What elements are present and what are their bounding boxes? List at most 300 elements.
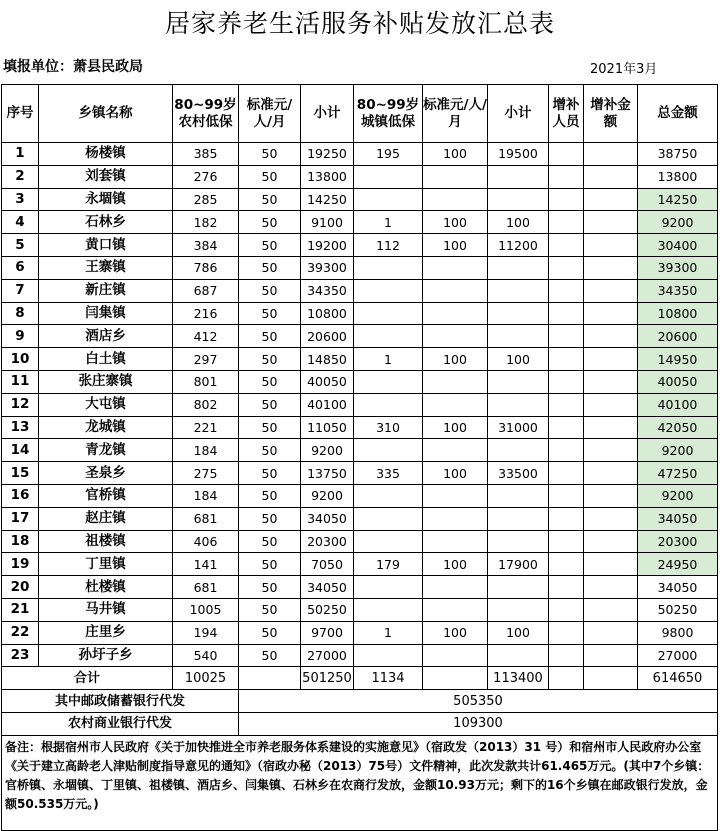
header-add-people: 增补人员 (549, 85, 584, 143)
totals-add-amount (584, 667, 638, 690)
cell-add-amount (584, 302, 638, 325)
cell-seq: 20 (2, 576, 39, 599)
cell-seq: 17 (2, 507, 39, 530)
cell-rural: 540 (173, 644, 239, 667)
cell-seq: 10 (2, 348, 39, 371)
cell-add-people (549, 188, 584, 211)
header-standard-1: 标准元/人/月 (239, 85, 301, 143)
cell-total: 50250 (638, 598, 718, 621)
cell-subtotal-1: 7050 (301, 553, 354, 576)
cell-total: 14250 (638, 188, 718, 211)
table-row (2, 348, 718, 371)
cell-urban: 112 (354, 234, 423, 257)
cell-standard-2 (423, 302, 488, 325)
cell-urban (354, 393, 423, 416)
table-row (2, 598, 718, 621)
totals-standard-1 (239, 667, 301, 690)
cell-subtotal-2 (488, 393, 549, 416)
cell-standard-2: 100 (423, 416, 488, 439)
cell-standard-2 (423, 439, 488, 462)
cell-urban (354, 256, 423, 279)
cell-urban: 335 (354, 462, 423, 485)
table-row (2, 256, 718, 279)
cell-subtotal-1: 9100 (301, 211, 354, 234)
cell-subtotal-2: 100 (488, 621, 549, 644)
cell-standard-2 (423, 188, 488, 211)
cell-subtotal-2 (488, 256, 549, 279)
bank-postal-amount: 505350 (239, 690, 718, 713)
cell-seq: 2 (2, 165, 39, 188)
cell-subtotal-1: 11050 (301, 416, 354, 439)
table-row (2, 644, 718, 667)
cell-seq: 18 (2, 530, 39, 553)
cell-seq: 9 (2, 325, 39, 348)
cell-town: 大屯镇 (39, 393, 173, 416)
cell-rural: 276 (173, 165, 239, 188)
cell-subtotal-1: 9700 (301, 621, 354, 644)
cell-town: 新庄镇 (39, 279, 173, 302)
cell-subtotal-2 (488, 576, 549, 599)
cell-add-people (549, 143, 584, 166)
cell-total: 27000 (638, 644, 718, 667)
cell-town: 龙城镇 (39, 416, 173, 439)
cell-subtotal-2: 31000 (488, 416, 549, 439)
cell-add-people (549, 302, 584, 325)
header-add-amount: 增补金额 (584, 85, 638, 143)
cell-total: 34050 (638, 507, 718, 530)
table-row (2, 439, 718, 462)
totals-add-people (549, 667, 584, 690)
cell-add-amount (584, 393, 638, 416)
cell-rural: 275 (173, 462, 239, 485)
cell-subtotal-2: 17900 (488, 553, 549, 576)
cell-urban (354, 644, 423, 667)
cell-rural: 687 (173, 279, 239, 302)
cell-standard-1: 50 (239, 370, 301, 393)
cell-town: 赵庄镇 (39, 507, 173, 530)
cell-add-people (549, 530, 584, 553)
totals-row (2, 667, 718, 690)
cell-total: 34050 (638, 576, 718, 599)
cell-urban (354, 370, 423, 393)
header-subtotal-2: 小计 (488, 85, 549, 143)
cell-rural: 681 (173, 576, 239, 599)
cell-seq: 6 (2, 256, 39, 279)
cell-standard-2 (423, 576, 488, 599)
cell-standard-1: 50 (239, 530, 301, 553)
cell-add-people (549, 416, 584, 439)
cell-subtotal-2 (488, 439, 549, 462)
cell-rural: 801 (173, 370, 239, 393)
cell-add-people (549, 234, 584, 257)
cell-urban (354, 484, 423, 507)
cell-standard-1: 50 (239, 188, 301, 211)
cell-total: 14950 (638, 348, 718, 371)
table-row (2, 165, 718, 188)
totals-rural: 10025 (173, 667, 239, 690)
cell-rural: 384 (173, 234, 239, 257)
cell-add-amount (584, 576, 638, 599)
cell-add-amount (584, 370, 638, 393)
table-row (2, 188, 718, 211)
cell-total: 47250 (638, 462, 718, 485)
cell-standard-2: 100 (423, 348, 488, 371)
cell-seq: 21 (2, 598, 39, 621)
cell-standard-1: 50 (239, 462, 301, 485)
cell-standard-2 (423, 325, 488, 348)
cell-rural: 182 (173, 211, 239, 234)
header-row (2, 85, 718, 143)
cell-standard-2: 100 (423, 621, 488, 644)
cell-total: 38750 (638, 143, 718, 166)
cell-town: 黄口镇 (39, 234, 173, 257)
cell-seq: 13 (2, 416, 39, 439)
cell-total: 9200 (638, 439, 718, 462)
cell-add-amount (584, 188, 638, 211)
cell-standard-1: 50 (239, 621, 301, 644)
table-row (2, 302, 718, 325)
cell-subtotal-1: 10800 (301, 302, 354, 325)
cell-add-people (549, 256, 584, 279)
header-rural: 80~99岁农村低保 (173, 85, 239, 143)
cell-add-people (549, 211, 584, 234)
cell-urban: 1 (354, 348, 423, 371)
cell-add-amount (584, 279, 638, 302)
cell-add-people (549, 393, 584, 416)
cell-standard-2: 100 (423, 211, 488, 234)
cell-town: 丁里镇 (39, 553, 173, 576)
cell-standard-2: 100 (423, 462, 488, 485)
cell-standard-1: 50 (239, 302, 301, 325)
cell-town: 青龙镇 (39, 439, 173, 462)
cell-standard-2: 100 (423, 553, 488, 576)
cell-urban (354, 325, 423, 348)
cell-add-people (549, 507, 584, 530)
cell-subtotal-1: 14850 (301, 348, 354, 371)
cell-town: 白土镇 (39, 348, 173, 371)
cell-standard-2 (423, 507, 488, 530)
reporting-unit: 填报单位：萧县民政局 (3, 59, 143, 75)
cell-standard-1: 50 (239, 576, 301, 599)
cell-standard-1: 50 (239, 211, 301, 234)
header-standard-2: 标准元/人/月 (423, 85, 488, 143)
cell-add-people (549, 553, 584, 576)
cell-subtotal-1: 27000 (301, 644, 354, 667)
cell-urban (354, 530, 423, 553)
totals-subtotal-2: 113400 (488, 667, 549, 690)
cell-town: 闫集镇 (39, 302, 173, 325)
cell-seq: 15 (2, 462, 39, 485)
totals-urban: 1134 (354, 667, 423, 690)
cell-seq: 5 (2, 234, 39, 257)
cell-add-people (549, 279, 584, 302)
cell-subtotal-1: 13750 (301, 462, 354, 485)
cell-subtotal-1: 13800 (301, 165, 354, 188)
cell-seq: 7 (2, 279, 39, 302)
cell-add-amount (584, 507, 638, 530)
table-row (2, 621, 718, 644)
cell-seq: 8 (2, 302, 39, 325)
cell-rural: 221 (173, 416, 239, 439)
cell-urban (354, 439, 423, 462)
cell-urban (354, 279, 423, 302)
cell-urban (354, 165, 423, 188)
table-row (2, 143, 718, 166)
cell-standard-2: 100 (423, 234, 488, 257)
cell-standard-1: 50 (239, 143, 301, 166)
cell-subtotal-2 (488, 530, 549, 553)
table-row (2, 576, 718, 599)
cell-subtotal-1: 34050 (301, 507, 354, 530)
cell-total: 10800 (638, 302, 718, 325)
cell-subtotal-2 (488, 644, 549, 667)
cell-add-amount (584, 598, 638, 621)
cell-subtotal-2 (488, 598, 549, 621)
cell-standard-1: 50 (239, 416, 301, 439)
header-total: 总金额 (638, 85, 718, 143)
cell-add-amount (584, 530, 638, 553)
cell-total: 9800 (638, 621, 718, 644)
cell-town: 永堌镇 (39, 188, 173, 211)
cell-total: 20600 (638, 325, 718, 348)
cell-add-amount (584, 416, 638, 439)
cell-add-people (549, 576, 584, 599)
cell-town: 张庄寨镇 (39, 370, 173, 393)
cell-standard-2 (423, 484, 488, 507)
totals-standard-2 (423, 667, 488, 690)
cell-add-people (549, 598, 584, 621)
cell-subtotal-1: 14250 (301, 188, 354, 211)
cell-seq: 19 (2, 553, 39, 576)
cell-standard-1: 50 (239, 348, 301, 371)
cell-standard-2 (423, 644, 488, 667)
bank-row-postal (2, 690, 718, 713)
cell-add-amount (584, 165, 638, 188)
header-seq: 序号 (2, 85, 39, 143)
cell-add-amount (584, 553, 638, 576)
cell-urban: 310 (354, 416, 423, 439)
cell-seq: 22 (2, 621, 39, 644)
cell-standard-1: 50 (239, 439, 301, 462)
table-row (2, 211, 718, 234)
table-row (2, 234, 718, 257)
cell-standard-1: 50 (239, 507, 301, 530)
cell-total: 13800 (638, 165, 718, 188)
cell-rural: 216 (173, 302, 239, 325)
cell-seq: 14 (2, 439, 39, 462)
cell-total: 9200 (638, 211, 718, 234)
cell-subtotal-2 (488, 302, 549, 325)
cell-standard-1: 50 (239, 279, 301, 302)
table-row (2, 507, 718, 530)
cell-total: 9200 (638, 484, 718, 507)
cell-subtotal-1: 34050 (301, 576, 354, 599)
cell-subtotal-2 (488, 370, 549, 393)
cell-standard-1: 50 (239, 598, 301, 621)
cell-add-amount (584, 621, 638, 644)
cell-urban (354, 576, 423, 599)
cell-add-amount (584, 234, 638, 257)
cell-add-people (549, 439, 584, 462)
cell-subtotal-1: 20600 (301, 325, 354, 348)
cell-town: 王寨镇 (39, 256, 173, 279)
document-title: 居家养老生活服务补贴发放汇总表 (164, 9, 555, 38)
cell-town: 刘套镇 (39, 165, 173, 188)
table-row (2, 370, 718, 393)
table-row (2, 393, 718, 416)
cell-subtotal-1: 40050 (301, 370, 354, 393)
cell-town: 官桥镇 (39, 484, 173, 507)
cell-town: 杨楼镇 (39, 143, 173, 166)
cell-subtotal-2 (488, 279, 549, 302)
notes-row (2, 735, 718, 830)
cell-standard-1: 50 (239, 393, 301, 416)
cell-add-amount (584, 211, 638, 234)
header-subtotal-1: 小计 (301, 85, 354, 143)
cell-subtotal-2 (488, 325, 549, 348)
cell-standard-1: 50 (239, 256, 301, 279)
cell-total: 40050 (638, 370, 718, 393)
cell-rural: 802 (173, 393, 239, 416)
cell-subtotal-2: 100 (488, 348, 549, 371)
table-row (2, 462, 718, 485)
cell-subtotal-2: 19500 (488, 143, 549, 166)
cell-add-amount (584, 256, 638, 279)
cell-rural: 184 (173, 484, 239, 507)
table-row (2, 530, 718, 553)
cell-add-people (549, 165, 584, 188)
cell-town: 酒店乡 (39, 325, 173, 348)
cell-seq: 23 (2, 644, 39, 667)
cell-rural: 194 (173, 621, 239, 644)
cell-standard-2 (423, 165, 488, 188)
subsidy-summary-table (1, 84, 718, 831)
cell-town: 马井镇 (39, 598, 173, 621)
cell-rural: 297 (173, 348, 239, 371)
cell-rural: 385 (173, 143, 239, 166)
cell-town: 杜楼镇 (39, 576, 173, 599)
cell-urban: 179 (354, 553, 423, 576)
cell-standard-2 (423, 279, 488, 302)
totals-label: 合计 (2, 667, 173, 690)
cell-subtotal-1: 50250 (301, 598, 354, 621)
bank-postal-label: 其中邮政储蓄银行代发 (2, 690, 239, 713)
cell-standard-1: 50 (239, 325, 301, 348)
cell-subtotal-2 (488, 188, 549, 211)
table-row (2, 484, 718, 507)
header-town: 乡镇名称 (39, 85, 173, 143)
cell-subtotal-1: 9200 (301, 484, 354, 507)
cell-town: 圣泉乡 (39, 462, 173, 485)
cell-seq: 11 (2, 370, 39, 393)
cell-add-people (549, 348, 584, 371)
table-row (2, 553, 718, 576)
cell-subtotal-2 (488, 165, 549, 188)
cell-rural: 406 (173, 530, 239, 553)
cell-subtotal-1: 20300 (301, 530, 354, 553)
cell-rural: 786 (173, 256, 239, 279)
header-urban: 80~99岁城镇低保 (354, 85, 423, 143)
cell-add-people (549, 621, 584, 644)
cell-standard-2 (423, 256, 488, 279)
bank-rural-amount: 109300 (239, 712, 718, 735)
cell-add-amount (584, 325, 638, 348)
cell-subtotal-1: 40100 (301, 393, 354, 416)
table-row (2, 416, 718, 439)
cell-standard-2 (423, 598, 488, 621)
notes: 备注：根据宿州市人民政府《关于加快推进全市养老服务体系建设的实施意见》（宿政发（2013）31 号）和宿州市人民政府办公室《关于建立高龄老人津贴制度指导意见的通知》（宿政办秘（2013）75号）文件精神，此次发款共计61.465万元。(其中7个乡镇：官桥镇、永堌镇、丁里镇、祖楼镇、酒店乡、闫集镇、石林乡在农商行发放，金额10.93万元；剩下的16个乡镇在邮政银行发放，金额50.535万元。) (2, 735, 718, 830)
cell-seq: 12 (2, 393, 39, 416)
cell-total: 30400 (638, 234, 718, 257)
table-row (2, 279, 718, 302)
cell-subtotal-1: 19200 (301, 234, 354, 257)
cell-rural: 184 (173, 439, 239, 462)
cell-subtotal-1: 19250 (301, 143, 354, 166)
cell-add-people (549, 484, 584, 507)
cell-rural: 412 (173, 325, 239, 348)
cell-add-amount (584, 484, 638, 507)
cell-standard-2: 100 (423, 143, 488, 166)
cell-subtotal-1: 39300 (301, 256, 354, 279)
cell-standard-1: 50 (239, 234, 301, 257)
cell-seq: 1 (2, 143, 39, 166)
cell-standard-2 (423, 393, 488, 416)
cell-subtotal-2: 11200 (488, 234, 549, 257)
cell-total: 24950 (638, 553, 718, 576)
cell-rural: 681 (173, 507, 239, 530)
cell-total: 40100 (638, 393, 718, 416)
cell-seq: 3 (2, 188, 39, 211)
cell-total: 34350 (638, 279, 718, 302)
table-body (2, 143, 718, 667)
cell-add-amount (584, 348, 638, 371)
bank-row-rural-commercial (2, 712, 718, 735)
totals-total: 614650 (638, 667, 718, 690)
cell-urban: 1 (354, 621, 423, 644)
cell-urban (354, 598, 423, 621)
cell-rural: 285 (173, 188, 239, 211)
cell-standard-2 (423, 370, 488, 393)
cell-urban (354, 302, 423, 325)
cell-seq: 16 (2, 484, 39, 507)
cell-standard-2 (423, 530, 488, 553)
cell-subtotal-2: 100 (488, 211, 549, 234)
cell-rural: 1005 (173, 598, 239, 621)
cell-urban: 195 (354, 143, 423, 166)
cell-add-people (549, 325, 584, 348)
cell-add-amount (584, 644, 638, 667)
cell-town: 孙圩子乡 (39, 644, 173, 667)
cell-standard-1: 50 (239, 644, 301, 667)
cell-add-amount (584, 143, 638, 166)
cell-town: 庄里乡 (39, 621, 173, 644)
cell-standard-1: 50 (239, 553, 301, 576)
cell-seq: 4 (2, 211, 39, 234)
cell-standard-1: 50 (239, 165, 301, 188)
cell-add-people (549, 370, 584, 393)
cell-add-amount (584, 462, 638, 485)
bank-rural-label: 农村商业银行代发 (2, 712, 239, 735)
cell-subtotal-2: 33500 (488, 462, 549, 485)
cell-standard-1: 50 (239, 484, 301, 507)
cell-add-people (549, 462, 584, 485)
cell-add-amount (584, 439, 638, 462)
cell-urban: 1 (354, 211, 423, 234)
cell-subtotal-2 (488, 507, 549, 530)
cell-urban (354, 188, 423, 211)
cell-town: 石林乡 (39, 211, 173, 234)
cell-subtotal-1: 9200 (301, 439, 354, 462)
